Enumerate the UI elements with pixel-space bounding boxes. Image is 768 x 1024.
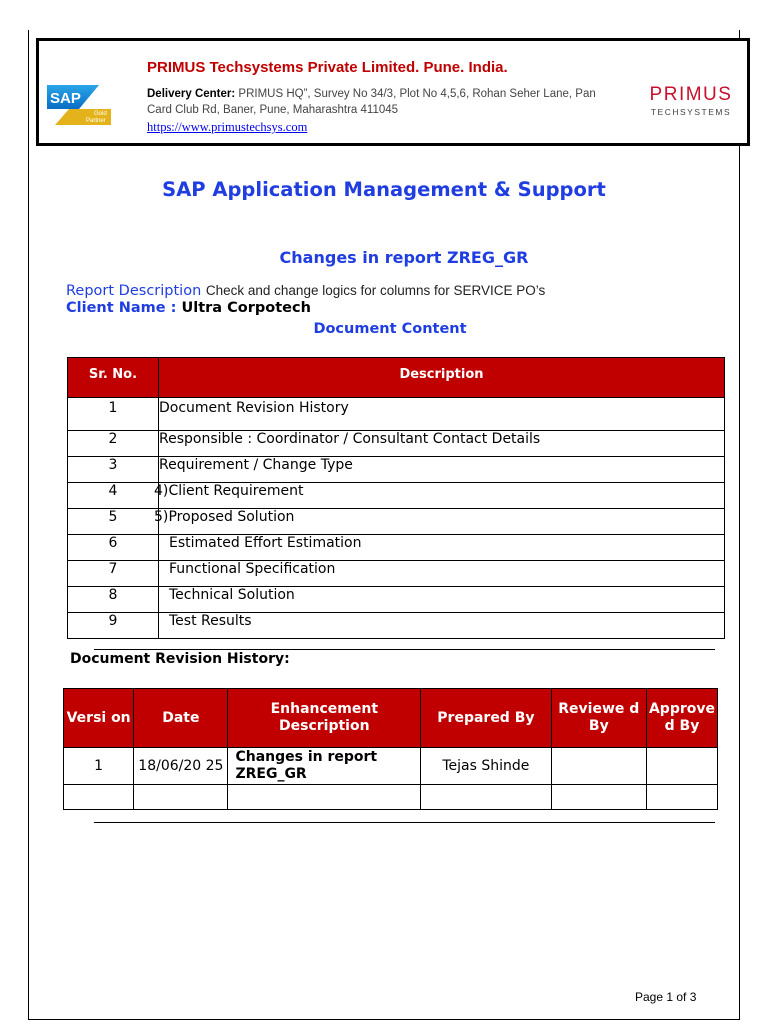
content-row-desc: Responsible : Coordinator / Consultant Contact Details [159,431,725,457]
content-row [68,561,725,587]
website-link[interactable]: https://www.primustechsys.com [147,120,308,134]
header-version: Versi on [64,689,134,748]
page-number: Page 1 of 3 [635,990,697,1004]
sap-gold-partner-logo [47,85,111,125]
letterhead [36,38,750,146]
document-content-heading: Document Content [313,321,467,337]
content-row-desc: Test Results [159,613,725,639]
document-content-table [67,357,725,639]
sap-logo-text: SAP [50,90,81,107]
content-table-header-row [68,358,725,398]
client-name-label: Client Name : [66,300,182,316]
empty-cell [64,785,134,810]
content-row [68,587,725,613]
delivery-label: Delivery Center: [147,88,236,100]
divider-bottom [94,822,715,823]
revision-history-table [63,688,718,810]
report-description [66,283,545,299]
delivery-address [147,86,617,118]
header-date: Date [134,689,228,748]
content-row-desc: Technical Solution [159,587,725,613]
content-row-desc [154,509,725,535]
report-description-label: Report Description [66,283,202,299]
primus-logo-main: PRIMUS [649,84,733,105]
header-description: Description [159,358,725,398]
content-row-desc-text: Client Requirement [168,483,304,499]
client-name-value: Ultra Corpotech [181,300,311,316]
header-reviewed-by: Reviewe d By [551,689,646,748]
primus-logo-sub: TECHSYSTEMS [650,107,732,117]
primus-logo [639,85,743,119]
content-row-desc: Functional Specification [159,561,725,587]
header-enhancement: Enhancement Description [228,689,421,748]
content-row [68,431,725,457]
empty-cell [134,785,228,810]
content-row-desc [154,483,725,509]
content-row-desc: Estimated Effort Estimation [159,535,725,561]
content-row [68,457,725,483]
revision-header-row [64,689,718,748]
empty-cell [646,785,717,810]
content-row [68,613,725,639]
sap-partner-text: Partner [86,118,106,124]
revision-row-empty [64,785,718,810]
revision-date: 18/06/20 25 [134,748,228,785]
document-subtitle: Changes in report ZREG_GR [279,248,529,267]
content-row-no: 6 [68,535,159,561]
header-prepared-by: Prepared By [421,689,551,748]
header-approved-by: Approve d By [646,689,717,748]
revision-prepared-by: Tejas Shinde [421,748,551,785]
revision-history-heading: Document Revision History: [70,651,290,667]
report-description-value: Check and change logics for columns for SERVICE PO’s [205,283,546,298]
revision-version: 1 [64,748,134,785]
content-row-desc-text: Proposed Solution [168,509,295,525]
content-row-no: 5 [68,509,159,535]
revision-row [64,748,718,785]
content-row-no: 1 [68,398,159,431]
divider-top [94,649,715,650]
header-sr-no: Sr. No. [68,358,159,398]
empty-cell [551,785,646,810]
empty-cell [421,785,551,810]
empty-cell [228,785,421,810]
content-row [68,398,725,431]
sap-gold-text: Gold [94,111,107,117]
content-row-no: 4 [68,483,159,509]
content-row-no: 8 [68,587,159,613]
content-row-prefix: 5) [154,509,169,525]
revision-enhancement: Changes in report ZREG_GR [228,748,421,785]
client-name [66,300,311,316]
content-row [68,509,725,535]
revision-approved-by [646,748,717,785]
company-name: PRIMUS Techsystems Private Limited. Pune. India. [147,59,508,76]
content-row-prefix: 4) [154,483,169,499]
revision-reviewed-by [551,748,646,785]
content-row-no: 3 [68,457,159,483]
content-row [68,483,725,509]
content-row-no: 2 [68,431,159,457]
content-row [68,535,725,561]
content-row-desc: Requirement / Change Type [159,457,725,483]
content-row-no: 9 [68,613,159,639]
document-title: SAP Application Management & Support [162,178,606,201]
delivery-address-text: PRIMUS HQ”, Survey No 34/3, Plot No 4,5,6, Rohan Seher Lane, Pan Card Club Rd, Baner, Pune, Maharashtra 411045 [147,88,596,116]
content-row-no: 7 [68,561,159,587]
content-row-desc: Document Revision History [159,398,725,431]
